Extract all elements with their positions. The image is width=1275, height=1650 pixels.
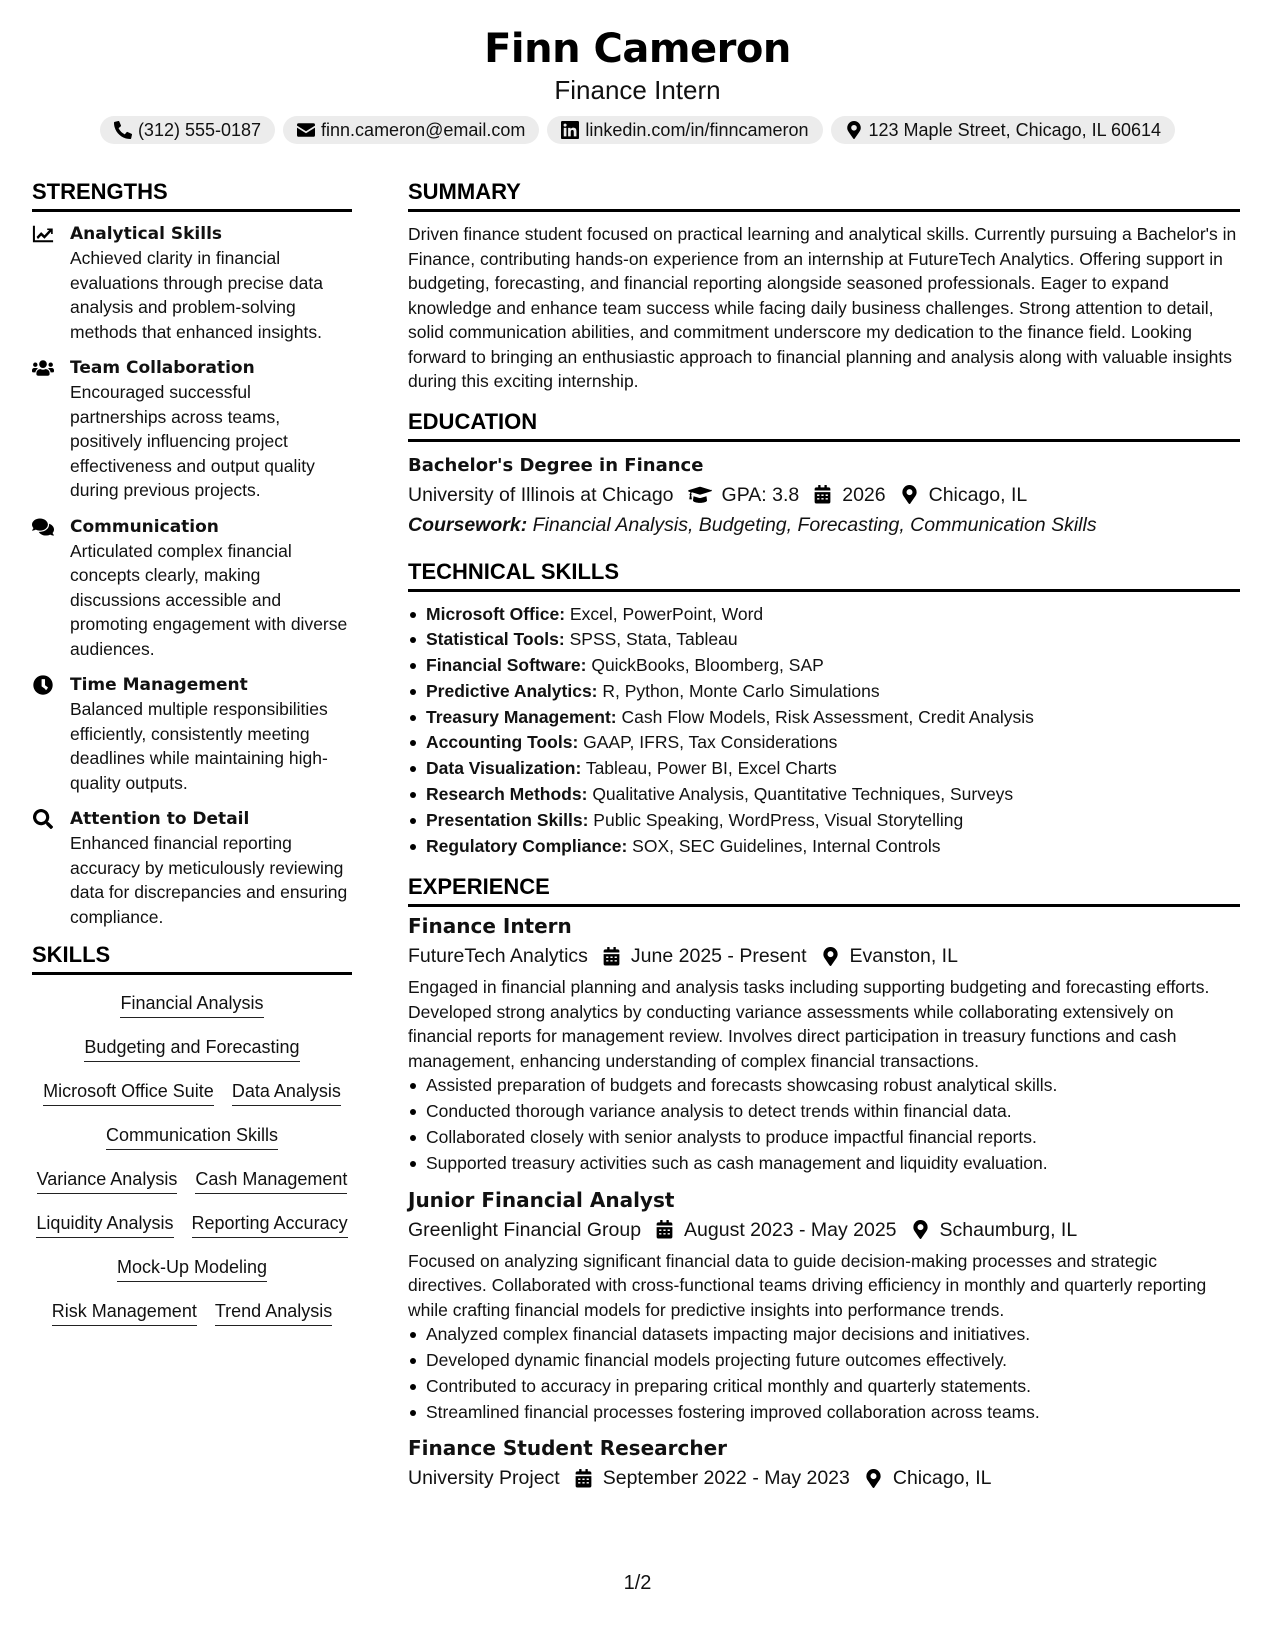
page-number: 1/2 (623, 1572, 652, 1594)
tech-label: Data Visualization: (426, 758, 582, 779)
company-name: Greenlight Financial Group (408, 1218, 642, 1241)
list-item: Contributed to accuracy in preparing critical monthly and quarterly statements. (408, 1374, 1240, 1400)
tech-value: Qualitative Analysis, Quantitative Techniques, Surveys (592, 784, 1014, 805)
envelope-icon (297, 121, 315, 139)
job-bullets (408, 1322, 1240, 1425)
tech-value: Tableau, Power BI, Excel Charts (585, 758, 837, 779)
tech-value: Excel, PowerPoint, Word (569, 603, 764, 624)
tech-label: Microsoft Office: (426, 603, 566, 624)
tech-label: Accounting Tools: (426, 732, 579, 753)
tech-label: Research Methods: (426, 784, 588, 805)
strengths-heading: STRENGTHS (32, 178, 352, 212)
list-item (408, 756, 1240, 782)
graduation-year: 2026 (842, 483, 886, 506)
strength-title: Analytical Skills (70, 224, 223, 244)
candidate-role: Finance Intern (554, 75, 721, 105)
list-item (408, 834, 1240, 860)
list-item (408, 679, 1240, 705)
tech-label: Financial Software: (426, 655, 587, 676)
list-item: Developed dynamic financial models projecting future outcomes effectively. (408, 1348, 1240, 1374)
chart-line-icon (32, 224, 54, 244)
education-meta (408, 480, 1240, 510)
strength-title: Time Management (70, 675, 248, 695)
skill-tag: Trend Analysis (215, 1299, 332, 1326)
tech-value: R, Python, Monte Carlo Simulations (602, 680, 880, 701)
map-pin-icon (864, 1469, 883, 1488)
experience-entry (408, 911, 1240, 1176)
job-description: Engaged in financial planning and analysis tasks including supporting budgeting and forecasting efforts. Developed strong analytics by conducting variance assessments while collaborating extensively on financial reports for management review. Involves direct participation in treasury functions and cash management, enhancing understanding of complex financial transactions. (408, 977, 1210, 1071)
strength-title: Communication (70, 516, 219, 537)
summary-heading: SUMMARY (408, 178, 1240, 212)
job-location: Evanston, IL (849, 945, 958, 968)
list-item (408, 782, 1240, 808)
strength-item (32, 807, 352, 929)
job-title: Finance Student Researcher (408, 1436, 728, 1461)
map-pin-icon (900, 485, 919, 504)
candidate-name: Finn Cameron (484, 26, 791, 72)
contact-linkedin[interactable] (547, 116, 822, 144)
company-name: FutureTech Analytics (408, 945, 588, 968)
tech-label: Presentation Skills: (426, 809, 589, 830)
map-pin-icon (911, 1220, 930, 1239)
tech-label: Treasury Management: (426, 706, 617, 727)
skill-tag: Financial Analysis (120, 991, 263, 1018)
experience-entry (408, 1433, 1240, 1493)
strength-title: Attention to Detail (70, 809, 250, 829)
strength-description: Encouraged successful partnerships across teams, positively influencing project effectiveness and output quality during previous projects. (70, 382, 315, 500)
calendar-icon (813, 485, 832, 504)
skill-tag: Data Analysis (232, 1079, 341, 1106)
skill-tag: Cash Management (195, 1167, 347, 1194)
strength-description: Enhanced financial reporting accuracy by meticulously reviewing data for discrepancies and ensuring compliance. (70, 833, 348, 927)
users-icon (32, 358, 54, 378)
contact-bar (0, 116, 1275, 144)
school-location: Chicago, IL (928, 483, 1028, 506)
list-item (408, 602, 1240, 628)
job-location: Chicago, IL (892, 1467, 992, 1490)
skill-tag: Budgeting and Forecasting (84, 1035, 299, 1062)
tech-label: Predictive Analytics: (426, 680, 598, 701)
clock-icon (32, 675, 54, 695)
tech-value: Cash Flow Models, Risk Assessment, Credit Analysis (621, 706, 1034, 727)
list-item: Supported treasury activities such as cash management and liquidity evaluation. (408, 1151, 1240, 1177)
coursework-line (408, 510, 1240, 540)
linkedin-text: linkedin.com/in/finncameron (585, 120, 809, 140)
job-bullets (408, 1073, 1240, 1176)
summary-text: Driven finance student focused on practical learning and analytical skills. Currently pursuing a Bachelor's in Finance, contributing hands-on experience from an internship at FutureTech Analytics. Offering support in budgeting, forecasting, and financial reporting alongside seasoned professionals. Eager to expand knowledge and enhance team success while facing daily business challenges. Strong attention to detail, solid communication abilities, and commitment underscore my dedication to the finance field. Looking forward to bringing an enthusiastic approach to financial planning and analysis along with valuable insights during this exciting internship. (408, 224, 1237, 391)
experience-entry (408, 1185, 1240, 1426)
contact-address (831, 116, 1176, 144)
list-item: Collaborated closely with senior analysts to produce impactful financial reports. (408, 1125, 1240, 1151)
experience-heading: EXPERIENCE (408, 873, 1240, 907)
company-name: University Project (408, 1467, 560, 1490)
contact-email[interactable] (283, 116, 539, 144)
list-item: Conducted thorough variance analysis to detect trends within financial data. (408, 1099, 1240, 1125)
job-title: Finance Intern (408, 914, 572, 939)
contact-phone[interactable] (100, 116, 275, 144)
comments-icon (32, 517, 54, 537)
list-item (408, 627, 1240, 653)
strength-title: Team Collaboration (70, 358, 255, 378)
email-text: finn.cameron@email.com (321, 120, 526, 140)
skill-tag: Liquidity Analysis (36, 1211, 173, 1238)
skill-tag: Variance Analysis (37, 1167, 178, 1194)
technical-skills-heading: TECHNICAL SKILLS (408, 558, 1240, 592)
job-meta (408, 941, 1240, 971)
search-icon (32, 809, 54, 829)
list-item: Assisted preparation of budgets and forecasts showcasing robust analytical skills. (408, 1073, 1240, 1099)
coursework-text: Financial Analysis, Budgeting, Forecasting, Communication Skills (532, 513, 1097, 536)
degree-title: Bachelor's Degree in Finance (408, 454, 704, 476)
resume-header (0, 0, 1275, 144)
job-dates: September 2022 - May 2023 (602, 1467, 850, 1490)
calendar-icon (655, 1220, 674, 1239)
skill-tag: Microsoft Office Suite (43, 1079, 214, 1106)
list-item (408, 653, 1240, 679)
phone-icon (114, 121, 132, 139)
job-dates: August 2023 - May 2025 (684, 1218, 897, 1241)
job-meta (408, 1463, 1240, 1493)
tech-value: GAAP, IFRS, Tax Considerations (583, 732, 838, 753)
list-item (408, 730, 1240, 756)
list-item: Analyzed complex financial datasets impacting major decisions and initiatives. (408, 1322, 1240, 1348)
strength-item (32, 673, 352, 795)
skill-tag: Reporting Accuracy (192, 1211, 348, 1238)
skills-list (32, 985, 352, 1326)
calendar-icon (602, 947, 621, 966)
skill-tag: Communication Skills (106, 1123, 278, 1150)
tech-label: Regulatory Compliance: (426, 835, 628, 856)
job-title: Junior Financial Analyst (408, 1187, 675, 1212)
strength-item (32, 222, 352, 344)
list-item (408, 705, 1240, 731)
strength-item (32, 356, 352, 503)
map-pin-icon (821, 947, 840, 966)
map-pin-icon (845, 121, 863, 139)
skill-tag: Mock-Up Modeling (117, 1255, 267, 1282)
job-location: Schaumburg, IL (939, 1218, 1078, 1241)
education-heading: EDUCATION (408, 408, 1240, 442)
tech-value: SOX, SEC Guidelines, Internal Controls (632, 835, 941, 856)
job-dates: June 2025 - Present (630, 945, 807, 968)
linkedin-icon (561, 121, 579, 139)
tech-value: QuickBooks, Bloomberg, SAP (591, 655, 824, 676)
skill-tag: Risk Management (52, 1299, 197, 1326)
skills-heading: SKILLS (32, 941, 352, 975)
gpa-text: GPA: 3.8 (721, 483, 800, 506)
job-description: Focused on analyzing significant financial data to guide decision-making processes and strategic directives. Collaborated with cross-functional teams driving efficiency in monthly and quarterly reporting while crafting financial models for predictive insights into performance trends. (408, 1250, 1207, 1320)
left-column (32, 178, 352, 1326)
school-name: University of Illinois at Chicago (408, 483, 674, 506)
calendar-icon (574, 1469, 593, 1488)
strength-description: Articulated complex financial concepts clearly, making discussions accessible and promoting engagement with diverse audiences. (70, 540, 348, 659)
tech-label: Statistical Tools: (426, 629, 565, 650)
address-text: 123 Maple Street, Chicago, IL 60614 (868, 120, 1162, 140)
right-column (408, 178, 1240, 1501)
list-item: Streamlined financial processes fostering improved collaboration across teams. (408, 1400, 1240, 1426)
graduation-cap-icon (688, 485, 712, 504)
list-item (408, 808, 1240, 834)
phone-text: (312) 555-0187 (137, 120, 262, 140)
job-meta (408, 1215, 1240, 1245)
tech-value: Public Speaking, WordPress, Visual Storytelling (593, 809, 964, 830)
strength-description: Balanced multiple responsibilities efficiently, consistently meeting deadlines while maintaining high-quality outputs. (70, 699, 328, 793)
strength-description: Achieved clarity in financial evaluations through precise data analysis and problem-solving methods that enhanced insights. (70, 248, 323, 342)
coursework-label: Coursework: (408, 513, 528, 536)
tech-value: SPSS, Stata, Tableau (569, 629, 738, 650)
strength-item (32, 515, 352, 662)
technical-skills-list (408, 602, 1240, 860)
